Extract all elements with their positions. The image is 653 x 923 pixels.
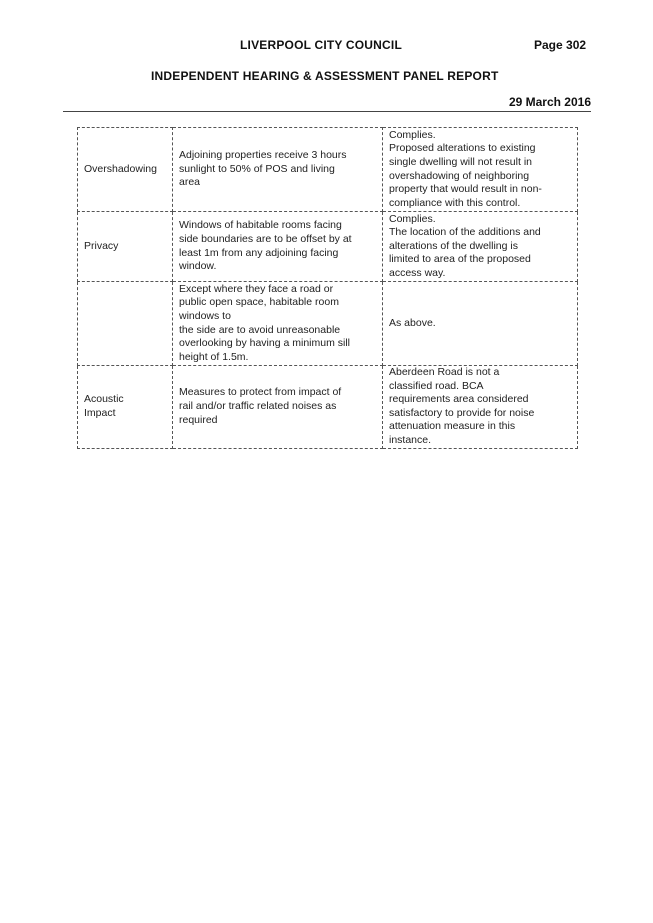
control-cell <box>173 212 383 282</box>
control-cell <box>173 282 383 366</box>
topic-text: Overshadowing <box>84 162 157 175</box>
topic-cell <box>78 282 173 366</box>
topic-cell <box>78 366 173 449</box>
topic-cell <box>78 212 173 282</box>
comment-text: Complies. The location of the additions and alterations of the dwelling is limited to area of the proposed access way. <box>389 212 541 279</box>
control-text: Windows of habitable rooms facing side boundaries are to be offset by at least 1m from any adjoining facing window. <box>179 219 352 273</box>
table-row-acoustic-impact <box>78 366 578 449</box>
control-cell <box>173 366 383 449</box>
header-divider <box>63 111 591 112</box>
council-name: LIVERPOOL CITY COUNCIL <box>240 38 402 52</box>
control-cell <box>173 128 383 212</box>
comment-cell <box>383 366 578 449</box>
topic-text: Privacy <box>84 239 119 252</box>
comment-cell <box>383 212 578 282</box>
table-row-overlooking <box>78 282 578 366</box>
page-number: Page 302 <box>534 38 587 52</box>
control-text: Except where they face a road or public open space, habitable room windows to the side are to avoid unreasonable overlooking by having a minimum sill height of 1.5m. <box>179 282 350 363</box>
comment-cell <box>383 128 578 212</box>
assessment-table <box>77 127 578 449</box>
control-text: Measures to protect from impact of rail and/or traffic related noises as required <box>179 386 342 426</box>
table-row-privacy <box>78 212 578 282</box>
comment-text: Aberdeen Road is not a classified road. BCA requirements area considered satisfactory to provide for noise attenuation measure in this instance. <box>389 366 535 446</box>
comment-cell <box>383 282 578 366</box>
report-title: INDEPENDENT HEARING & ASSESSMENT PANEL REPORT <box>151 69 499 83</box>
table-row-overshadowing <box>78 128 578 212</box>
topic-cell <box>78 128 173 212</box>
control-text: Adjoining properties receive 3 hours sunlight to 50% of POS and living area <box>179 149 347 189</box>
comment-text: As above. <box>389 316 436 329</box>
report-date: 29 March 2016 <box>508 95 591 109</box>
comment-text: Complies. Proposed alterations to existing single dwelling will not result in overshadowing of neighboring property that would result in non- compliance with this control. <box>389 128 542 209</box>
topic-text: Acoustic Impact <box>84 393 124 419</box>
